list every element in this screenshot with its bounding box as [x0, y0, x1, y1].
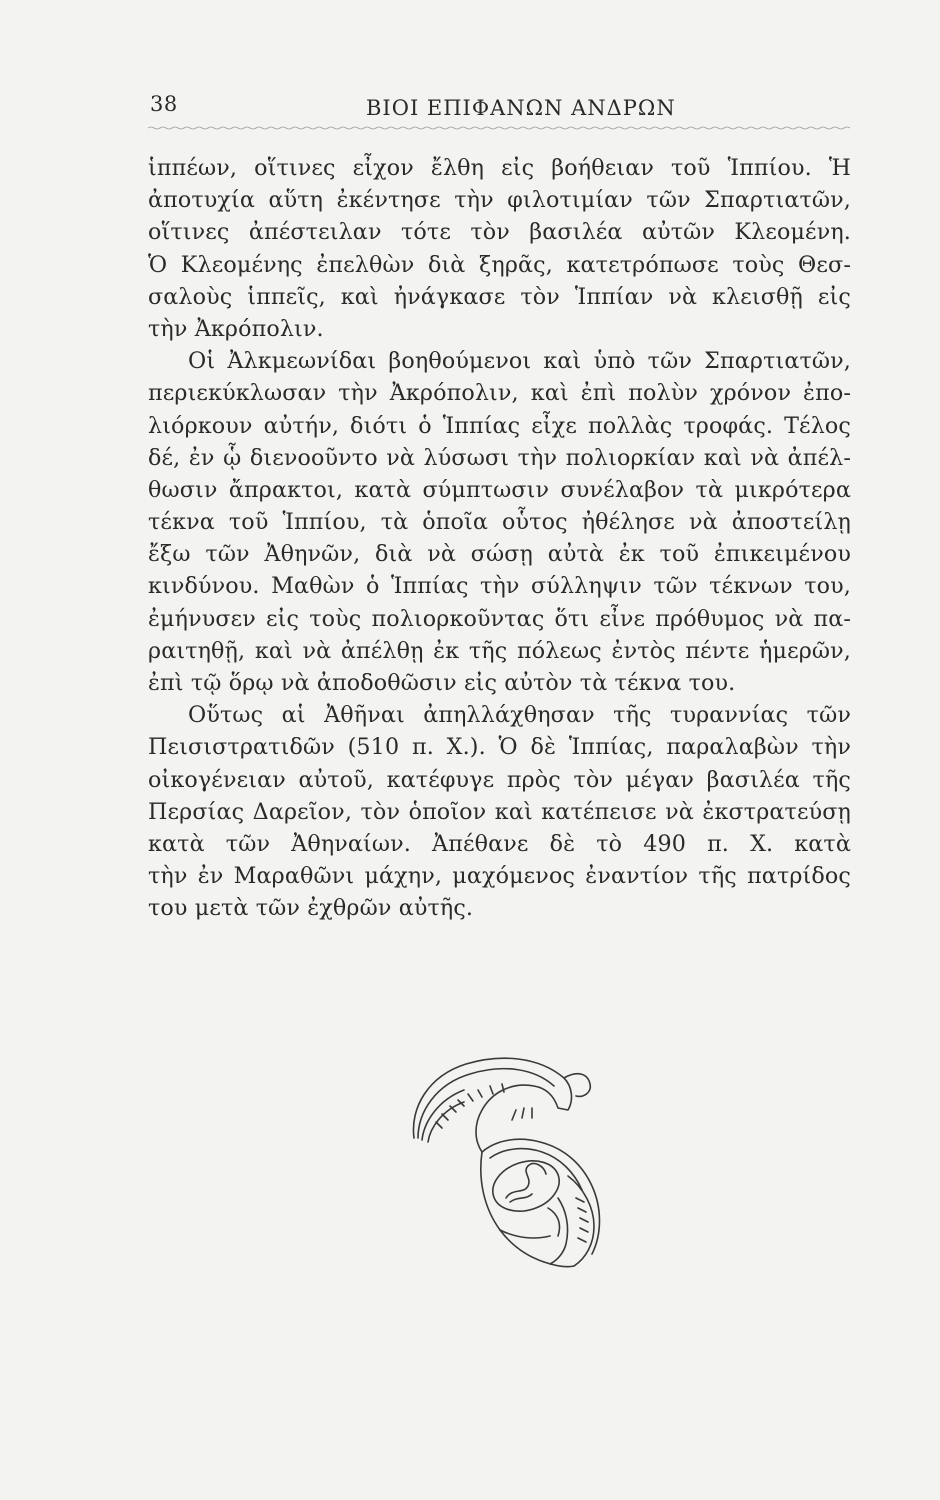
text-line: ραιτηθῇ, καὶ νὰ ἀπέλθῃ ἐκ τῆς πόλεως ἐντὸς πέντε ἡμερῶν,: [148, 637, 851, 664]
text-line: οἰκογένειαν αὐτοῦ, κατέφυγε πρὸς τὸν μέγαν βασιλέα τῆς: [148, 766, 851, 793]
text-line: ἐμήνυσεν εἰς τοὺς πολιορκοῦντας ὅτι εἶνε πρόθυμος νὰ πα-: [148, 605, 851, 632]
text-line: ἔξω τῶν Ἀθηνῶν, διὰ νὰ σώσῃ αὐτὰ ἐκ τοῦ ἐπικειμένου: [148, 541, 851, 568]
text-line: κινδύνου. Μαθὼν ὁ Ἱππίας τὴν σύλληψιν τῶν τέκνων του,: [148, 573, 851, 600]
text-line: λιόρκουν αὐτήν, διότι ὁ Ἱππίας εἶχε πολλὰς τροφάς. Τέλος: [148, 412, 851, 439]
text-line: ἀποτυχία αὕτη ἐκέντησε τὴν φιλοτιμίαν τῶν Σπαρτιατῶν,: [148, 187, 851, 214]
text-line: Οὕτως αἱ Ἀθῆναι ἀπηλλάχθησαν τῆς τυραννίας τῶν: [188, 702, 851, 729]
text-line: του μετὰ τῶν ἐχθρῶν αὐτῆς.: [148, 895, 474, 922]
header-rule: [148, 126, 850, 130]
text-line: δέ, ἐν ᾧ διενοοῦντο νὰ λύσωσι τὴν πολιορκίαν καὶ νὰ ἀπέλ-: [148, 444, 851, 471]
text-line: τὴν ἐν Μαραθῶνι μάχην, μαχόμενος ἐναντίον τῆς πατρίδος: [148, 863, 851, 890]
text-line: Πεισιστρατιδῶν (510 π. Χ.). Ὁ δὲ Ἱππίας, παραλαβὼν τὴν: [148, 734, 851, 761]
text-line: τὴν Ἀκρόπολιν.: [148, 315, 324, 342]
text-line: θωσιν ἄπρακτοι, κατὰ σύμπτωσιν συνέλαβον τὰ μικρότερα: [148, 476, 851, 503]
corinthian-helmet-icon: [408, 1048, 640, 1272]
running-head: ΒΙΟΙ ΕΠΙΦΑΝΩΝ ΑΝΔΡΩΝ: [366, 96, 676, 120]
text-line: ἐπὶ τῷ ὅρῳ νὰ ἀποδοθῶσιν εἰς αὐτὸν τὰ τέκνα του.: [148, 670, 736, 696]
text-line: σαλοὺς ἱππεῖς, καὶ ἠνάγκασε τὸν Ἱππίαν νὰ κλεισθῇ εἰς: [148, 283, 851, 310]
text-line: περιεκύκλωσαν τὴν Ἀκρόπολιν, καὶ ἐπὶ πολὺν χρόνον ἐπο-: [148, 380, 851, 407]
text-line: οἵτινες ἀπέστειλαν τότε τὸν βασιλέα αὐτῶν Κλεομένη.: [148, 219, 851, 246]
text-line: Περσίας Δαρεῖον, τὸν ὁποῖον καὶ κατέπεισε νὰ ἐκστρατεύσῃ: [148, 798, 851, 825]
text-line: κατὰ τῶν Ἀθηναίων. Ἀπέθανε δὲ τὸ 490 π. Χ. κατὰ: [148, 830, 851, 857]
text-line: Οἱ Ἀλκμεωνίδαι βοηθούμενοι καὶ ὑπὸ τῶν Σπαρτιατῶν,: [188, 348, 851, 375]
text-line: Ὁ Κλεομένης ἐπελθὼν διὰ ξηρᾶς, κατετρόπωσε τοὺς Θεσ-: [148, 251, 851, 278]
body-text: [148, 152, 851, 925]
text-line: τέκνα τοῦ Ἱππίου, τὰ ὁποῖα οὗτος ἠθέλησε νὰ ἀποστείλῃ: [148, 509, 851, 536]
text-line: ἱππέων, οἵτινες εἶχον ἔλθη εἰς βοήθειαν τοῦ Ἱππίου. Ἡ: [148, 155, 851, 181]
page-number: 38: [150, 92, 178, 116]
